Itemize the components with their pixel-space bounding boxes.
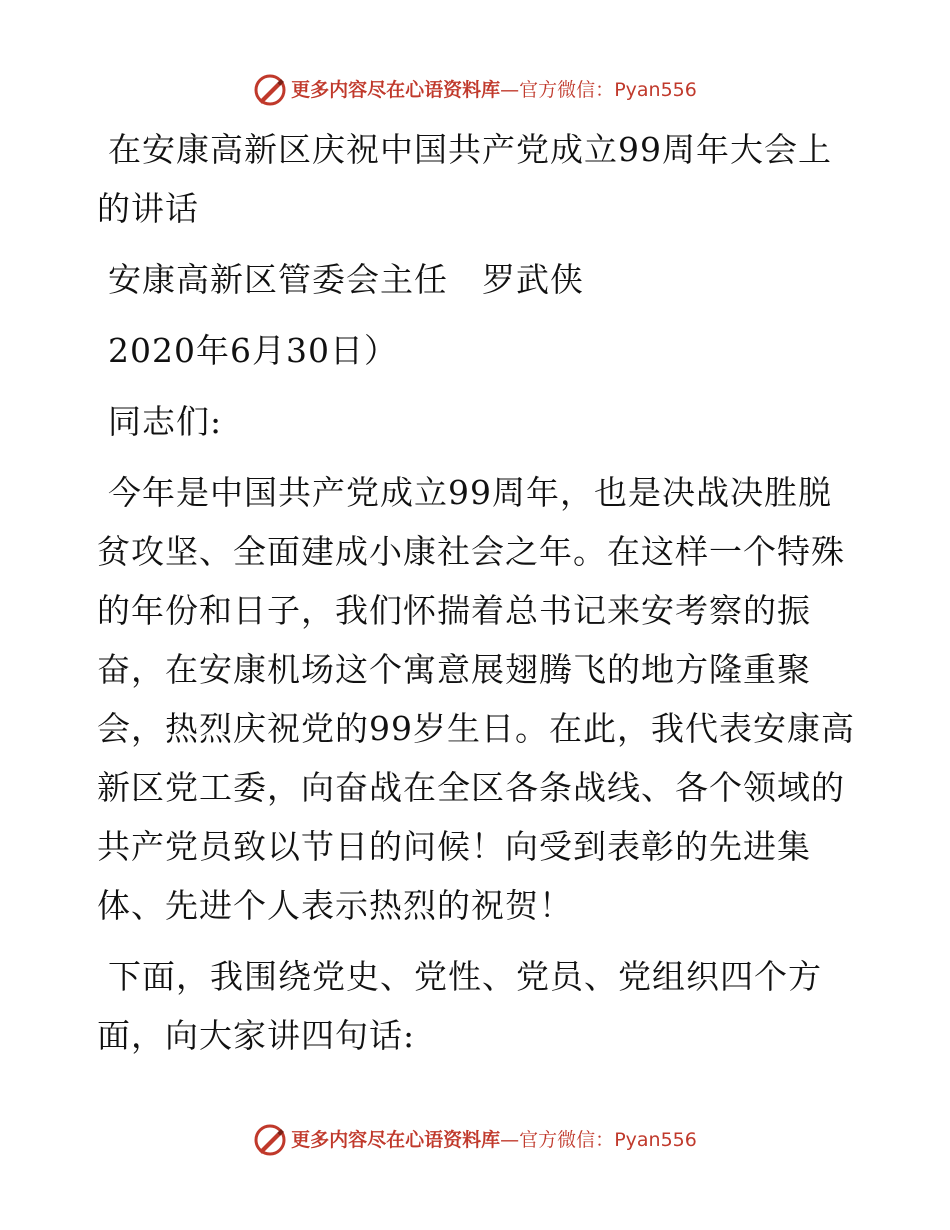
speaker-line: 安康高新区管委会主任 罗武侠 (108, 260, 584, 299)
document-body (97, 120, 857, 1077)
body-paragraph-2: 下面，我围绕党史、党性、党员、党组织四个方面，向大家讲四句话: (97, 957, 822, 1055)
watermark-main-text: 更多内容尽在心语资料库 (291, 79, 501, 101)
body-paragraph-1: 今年是中国共产党成立99周年，也是决战决胜脱贫攻坚、全面建成小康社会之年。在这样一个特殊的年份和日子，我们怀揣着总书记来安考察的振奋，在安康机场这个寓意展翅腾飞的地方隆重聚会，热烈庆祝党的99岁生日。在此，我代表安康高新区党工委，向奋战在全区各条战线、各个领域的共产党员致以节日的问候！向受到表彰的先进集体、先进个人表示热烈的祝贺！ (97, 473, 855, 925)
watermark-separator: — (500, 79, 520, 101)
greeting: 同志们: (108, 402, 223, 441)
pen-logo-icon (253, 1123, 287, 1157)
watermark-wechat-id: Pyan556 (614, 79, 697, 101)
document-title: 在安康高新区庆祝中国共产党成立99周年大会上的讲话 (97, 130, 832, 228)
watermark-separator: — (500, 1129, 520, 1151)
watermark-sub-text: 官方微信： (519, 1129, 615, 1151)
watermark-banner-bottom (0, 1120, 950, 1160)
watermark-wechat-id: Pyan556 (614, 1129, 697, 1151)
watermark-banner-top (0, 70, 950, 110)
pen-logo-icon (253, 73, 287, 107)
date-line: 2020年6月30日） (108, 331, 398, 370)
watermark-sub-text: 官方微信： (519, 79, 615, 101)
watermark-main-text: 更多内容尽在心语资料库 (291, 1129, 501, 1151)
